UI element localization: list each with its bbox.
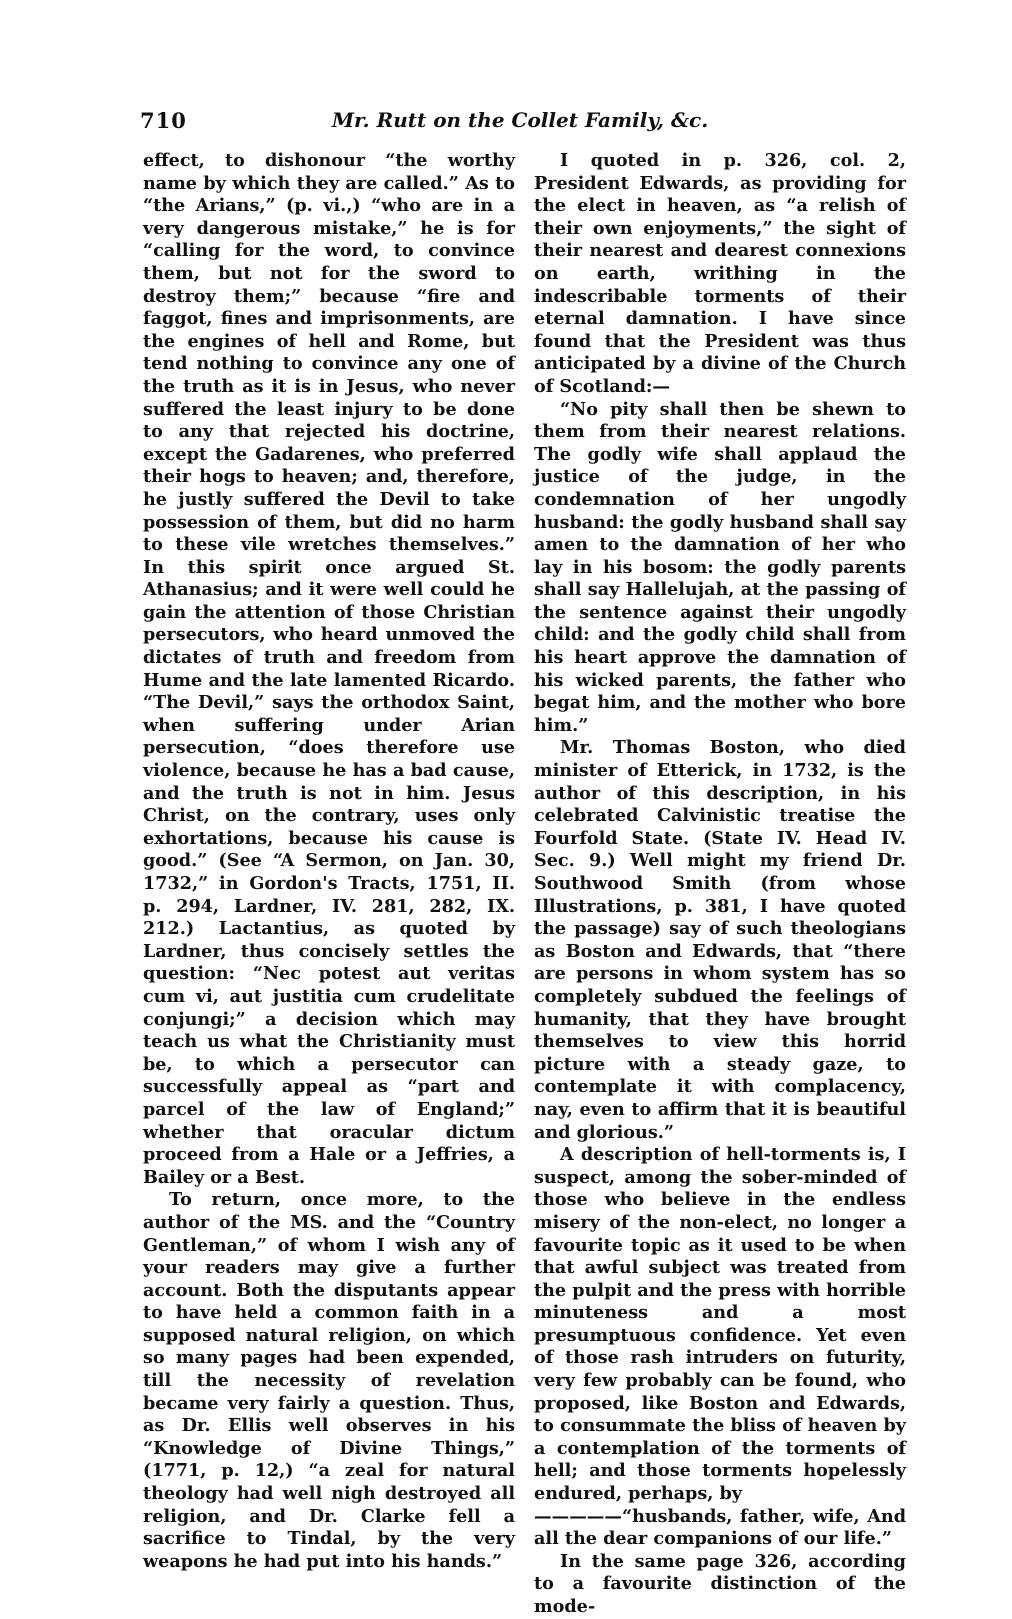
paragraph: Mr. Thomas Boston, who died minister of Etterick, in 1732, is the author of this description, in his celebrated Calvinistic treatise the Fourfold State. (State IV. Head IV. Sec. 9.) Well might my friend Dr. Southwood Smith (from whose Illustrations, p. 381, I have quoted the passage) say of such theologians as Boston and Edwards, that “there are persons in whom system has so completely subdued the feelings of humanity, that they have brought themselves to view this horrid picture with a steady gaze, to contemplate it with complacency, nay, even to affirm that it is beautiful and glorious.” bbox=[534, 737, 906, 1143]
paragraph: To return, once more, to the author of the MS. and the “Country Gentleman,” of whom I wish any of your readers may give a further account. Both the disputants appear to have held a common faith in a supposed natural religion, on which so many pages had been expended, till the necessity of revelation became very fairly a question. Thus, as Dr. Ellis well observes in his “Knowledge of Divine Things,” (1771, p. 12,) “a zeal for natural theology had well nigh destroyed all religion, and Dr. Clarke fell a sacrifice to Tindal, by the very weapons he had put into his hands.” bbox=[143, 1189, 515, 1572]
paragraph: I quoted in p. 326, col. 2, President Edwards, as providing for the elect in heaven, as “a relish of their own enjoyments,” the sight of their nearest and dearest connexions on earth, writhing in the indescribable torments of their eternal damnation. I have since found that the President was thus anticipated by a divine of the Church of Scotland:— bbox=[534, 150, 906, 397]
paragraph: effect, to dishonour “the worthy name by which they are called.” As to “the Arians,” (p. vi.,) “who are in a very dangerous mistake,” he is for “calling for the word, to convince them, but not for the sword to destroy them;” because “fire and faggot, fines and imprisonments, are the engines of hell and Rome, but tend nothing to convince any one of the truth as it is in Jesus, who never suffered the least injury to be done to any that rejected his doctrine, except the Gadarenes, who preferred their hogs to heaven; and, therefore, he justly suffered the Devil to take possession of them, but did no harm to these vile wretches themselves.” In this spirit once argued St. Athanasius; and it were well could he gain the attention of those Christian persecutors, who heard unmoved the dictates of truth and freedom from Hume and the late lamented Ricardo. “The Devil,” says the orthodox Saint, when suffering under Arian persecution, “does therefore use violence, because he has a bad cause, and the truth is not in him. Jesus Christ, on the contrary, uses only exhortations, because his cause is good.” (See “A Sermon, on Jan. 30, 1732,” in Gordon's Tracts, 1751, II. p. 294, Lardner, IV. 281, 282, IX. 212.) Lactantius, as quoted by Lardner, thus concisely settles the question: “Nec potest aut veritas cum vi, aut justitia cum crudelitate conjungi;” a decision which may teach us what the Christianity must be, to which a persecutor can successfully appeal as “part and parcel of the law of England;” whether that oracular dictum proceed from a Hale or a Jeffries, a Bailey or a Best. bbox=[143, 150, 515, 1188]
verse-quotation: —————“husbands, father, wife, And all the dear companions of our life.” bbox=[534, 1505, 906, 1550]
paragraph: A description of hell-torments is, I suspect, among the sober-minded of those who believe in the endless misery of the non-elect, no longer a favourite topic as it used to be when that awful subject was treated from the pulpit and the press with horrible minuteness and a most presumptuous confidence. Yet even of those rash intruders on futurity, very few probably can be found, who proposed, like Boston and Edwards, to consummate the bliss of heaven by a contemplation of the torments of hell; and those torments hopelessly endured, perhaps, by bbox=[534, 1144, 906, 1505]
paragraph: “No pity shall then be shewn to them from their nearest relations. The godly wife shall applaud the justice of the judge, in the condemnation of her ungodly husband: the godly husband shall say amen to the damnation of her who lay in his bosom: the godly parents shall say Hallelujah, at the passing of the sentence against their ungodly child: and the godly child shall from his heart approve the damnation of his wicked parents, the father who begat him, and the mother who bore him.” bbox=[534, 398, 906, 736]
left-column bbox=[143, 150, 515, 1573]
paragraph: In the same page 326, according to a favourite distinction of the mode- bbox=[534, 1550, 906, 1617]
page-header bbox=[140, 108, 900, 142]
page-number: 710 bbox=[140, 108, 187, 133]
running-head: Mr. Rutt on the Collet Family, &c. bbox=[331, 108, 709, 132]
right-column bbox=[534, 150, 906, 1619]
